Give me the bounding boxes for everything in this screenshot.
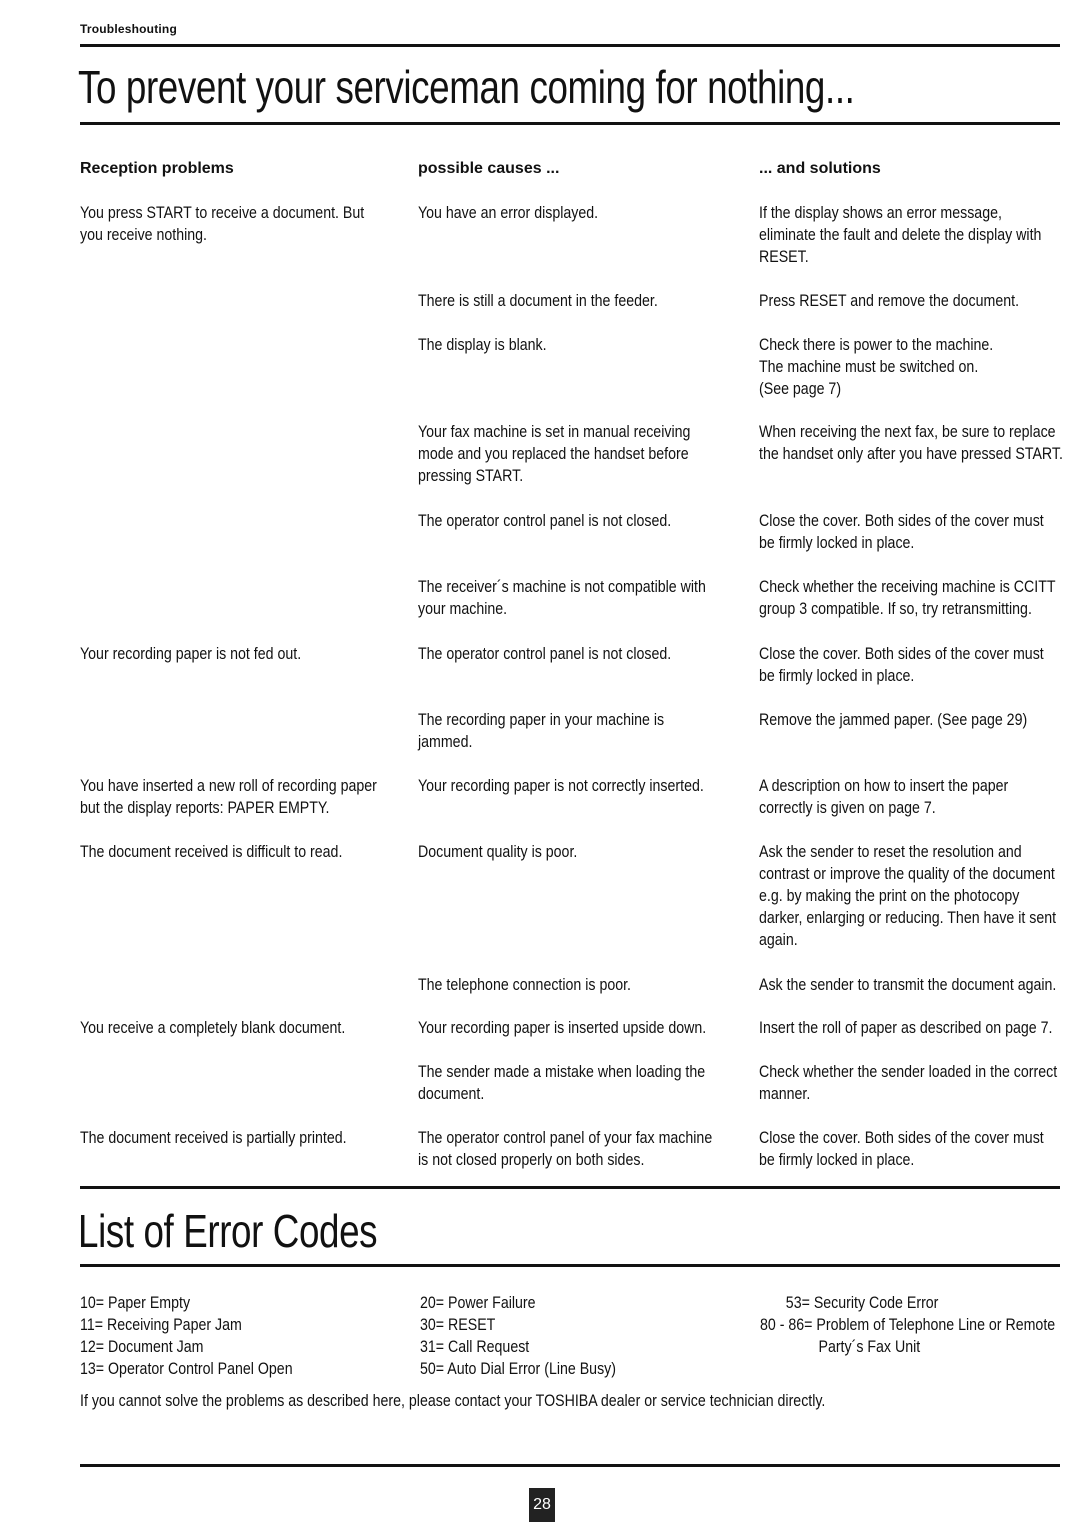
solution-text [759, 202, 1041, 268]
error-codes-column-1 [80, 1292, 293, 1380]
solution-text-line: again. [759, 931, 798, 949]
cause-text [418, 576, 706, 620]
error-code: 50= Auto Dial Error (Line Busy) [420, 1360, 616, 1378]
solution-text [759, 775, 1008, 819]
error-codes-title: List of Error Codes [78, 1205, 378, 1257]
cause-text [418, 421, 690, 487]
solution-text-line: the handset only after you have pressed START. [759, 445, 1063, 463]
cause-text-line: Document quality is poor. [418, 843, 578, 861]
cause-text-line: The display is blank. [418, 336, 547, 354]
solution-text-line: Close the cover. Both sides of the cover must [759, 645, 1044, 663]
cause-text [418, 202, 598, 224]
cause-text [418, 775, 704, 797]
problem-text-line: The document received is difficult to read. [80, 843, 343, 861]
cause-text [418, 290, 658, 312]
solution-text-line: be firmly locked in place. [759, 534, 915, 552]
error-code: 13= Operator Control Panel Open [80, 1360, 293, 1378]
cause-text-line: Your recording paper is not correctly inserted. [418, 777, 704, 795]
solution-text-line: correctly is given on page 7. [759, 799, 936, 817]
solution-text-line: RESET. [759, 248, 809, 266]
cause-text [418, 709, 664, 753]
error-code: Party´s Fax Unit [818, 1338, 921, 1356]
error-code: 31= Call Request [420, 1338, 530, 1356]
solution-text-line: A description on how to insert the paper [759, 777, 1009, 795]
problem-text [80, 775, 377, 819]
solution-text-line: Press RESET and remove the document. [759, 292, 1020, 310]
error-codes-top-rule [80, 1186, 1060, 1189]
contact-note: If you cannot solve the problems as described here, please contact your TOSHIBA dealer or service technician directly. [80, 1392, 826, 1410]
header-rule [80, 44, 1060, 47]
error-code: 10= Paper Empty [80, 1294, 191, 1312]
solution-text-line: eliminate the fault and delete the display with [759, 226, 1042, 244]
error-code: 30= RESET [420, 1316, 496, 1334]
footer-rule [80, 1464, 1060, 1467]
problem-text [80, 643, 301, 665]
cause-text [418, 1017, 706, 1039]
cause-text [418, 1127, 712, 1171]
cause-text-line: mode and you replaced the handset before [418, 445, 689, 463]
column-heading-problems: Reception problems [80, 160, 234, 177]
problem-text-line: The document received is partially printed. [80, 1129, 347, 1147]
cause-text-line: Your recording paper is inserted upside down. [418, 1019, 707, 1037]
problem-text [80, 841, 342, 863]
solution-text-line: manner. [759, 1085, 811, 1103]
solution-text [759, 576, 1056, 620]
solution-text-line: (See page 7) [759, 380, 842, 398]
solution-text [759, 841, 1056, 951]
solution-text-line: Check whether the receiving machine is CCITT [759, 578, 1056, 596]
cause-text-line: The telephone connection is poor. [418, 976, 632, 994]
solution-text-line: Close the cover. Both sides of the cover must [759, 1129, 1044, 1147]
problem-text [80, 1127, 347, 1149]
problem-text [80, 202, 364, 246]
solution-text-line: Ask the sender to transmit the document again. [759, 976, 1057, 994]
error-code: 20= Power Failure [420, 1294, 536, 1312]
cause-text-line: Your fax machine is set in manual receiving [418, 423, 691, 441]
solution-text-line: be firmly locked in place. [759, 667, 915, 685]
solution-text [759, 709, 1027, 731]
problem-text-line: but the display reports: PAPER EMPTY. [80, 799, 330, 817]
problem-text-line: You receive a completely blank document. [80, 1019, 346, 1037]
cause-text-line: There is still a document in the feeder. [418, 292, 658, 310]
solution-text [759, 643, 1044, 687]
problem-text-line: Your recording paper is not fed out. [80, 645, 302, 663]
cause-text [418, 841, 577, 863]
error-code: 53= Security Code Error [785, 1294, 939, 1312]
solution-text-line: e.g. by making the print on the photocopy [759, 887, 1020, 905]
cause-text-line: pressing START. [418, 467, 524, 485]
error-codes-column-2 [420, 1292, 616, 1380]
solution-text-line: darker, enlarging or reducing. Then have it sent [759, 909, 1057, 927]
page-number: 28 [529, 1488, 555, 1522]
cause-text-line: is not closed properly on both sides. [418, 1151, 645, 1169]
page-title: To prevent your serviceman coming for nothing... [78, 61, 855, 113]
solution-text-line: The machine must be switched on. [759, 358, 979, 376]
column-heading-causes: possible causes ... [418, 160, 560, 177]
cause-text [418, 334, 547, 356]
solution-text [759, 334, 993, 400]
solution-text-line: When receiving the next fax, be sure to replace [759, 423, 1056, 441]
solution-text [759, 290, 1019, 312]
cause-text-line: The receiver´s machine is not compatible with [418, 578, 706, 596]
cause-text [418, 643, 671, 665]
cause-text [418, 510, 671, 532]
problem-text-line: You have inserted a new roll of recording paper [80, 777, 377, 795]
cause-text-line: document. [418, 1085, 485, 1103]
cause-text-line: your machine. [418, 600, 508, 618]
cause-text-line: jammed. [418, 733, 473, 751]
solution-text [759, 1127, 1044, 1171]
solution-text-line: Remove the jammed paper. (See page 29) [759, 711, 1028, 729]
solution-text-line: contrast or improve the quality of the document [759, 865, 1055, 883]
cause-text-line: You have an error displayed. [418, 204, 599, 222]
solution-text-line: Insert the roll of paper as described on page 7. [759, 1019, 1053, 1037]
solution-text [759, 1061, 1057, 1105]
problem-text-line: you receive nothing. [80, 226, 208, 244]
title-rule [80, 122, 1060, 125]
solution-text [759, 510, 1044, 554]
cause-text-line: The operator control panel is not closed. [418, 512, 672, 530]
solution-text-line: Check whether the sender loaded in the correct [759, 1063, 1058, 1081]
cause-text-line: The sender made a mistake when loading the [418, 1063, 706, 1081]
error-codes-column-3 [760, 1292, 1055, 1358]
section-label: Troubleshouting [80, 22, 177, 36]
cause-text-line: The operator control panel of your fax machine [418, 1129, 713, 1147]
error-codes-rule [80, 1264, 1060, 1267]
solution-text-line: Ask the sender to reset the resolution and [759, 843, 1022, 861]
solution-text-line: group 3 compatible. If so, try retransmitting. [759, 600, 1032, 618]
solution-text [759, 974, 1056, 996]
error-code: 11= Receiving Paper Jam [80, 1316, 242, 1334]
solution-text-line: Close the cover. Both sides of the cover must [759, 512, 1044, 530]
problem-text-line: You press START to receive a document. But [80, 204, 365, 222]
column-heading-solutions: ... and solutions [759, 160, 881, 177]
cause-text-line: The recording paper in your machine is [418, 711, 665, 729]
solution-text-line: Check there is power to the machine. [759, 336, 994, 354]
solution-text [759, 421, 1063, 465]
cause-text-line: The operator control panel is not closed. [418, 645, 672, 663]
error-code: 80 - 86= Problem of Telephone Line or Remote [760, 1316, 1056, 1334]
error-code: 12= Document Jam [80, 1338, 204, 1356]
solution-text-line: be firmly locked in place. [759, 1151, 915, 1169]
solution-text [759, 1017, 1052, 1039]
cause-text [418, 974, 631, 996]
cause-text [418, 1061, 705, 1105]
solution-text-line: If the display shows an error message, [759, 204, 1002, 222]
problem-text [80, 1017, 345, 1039]
